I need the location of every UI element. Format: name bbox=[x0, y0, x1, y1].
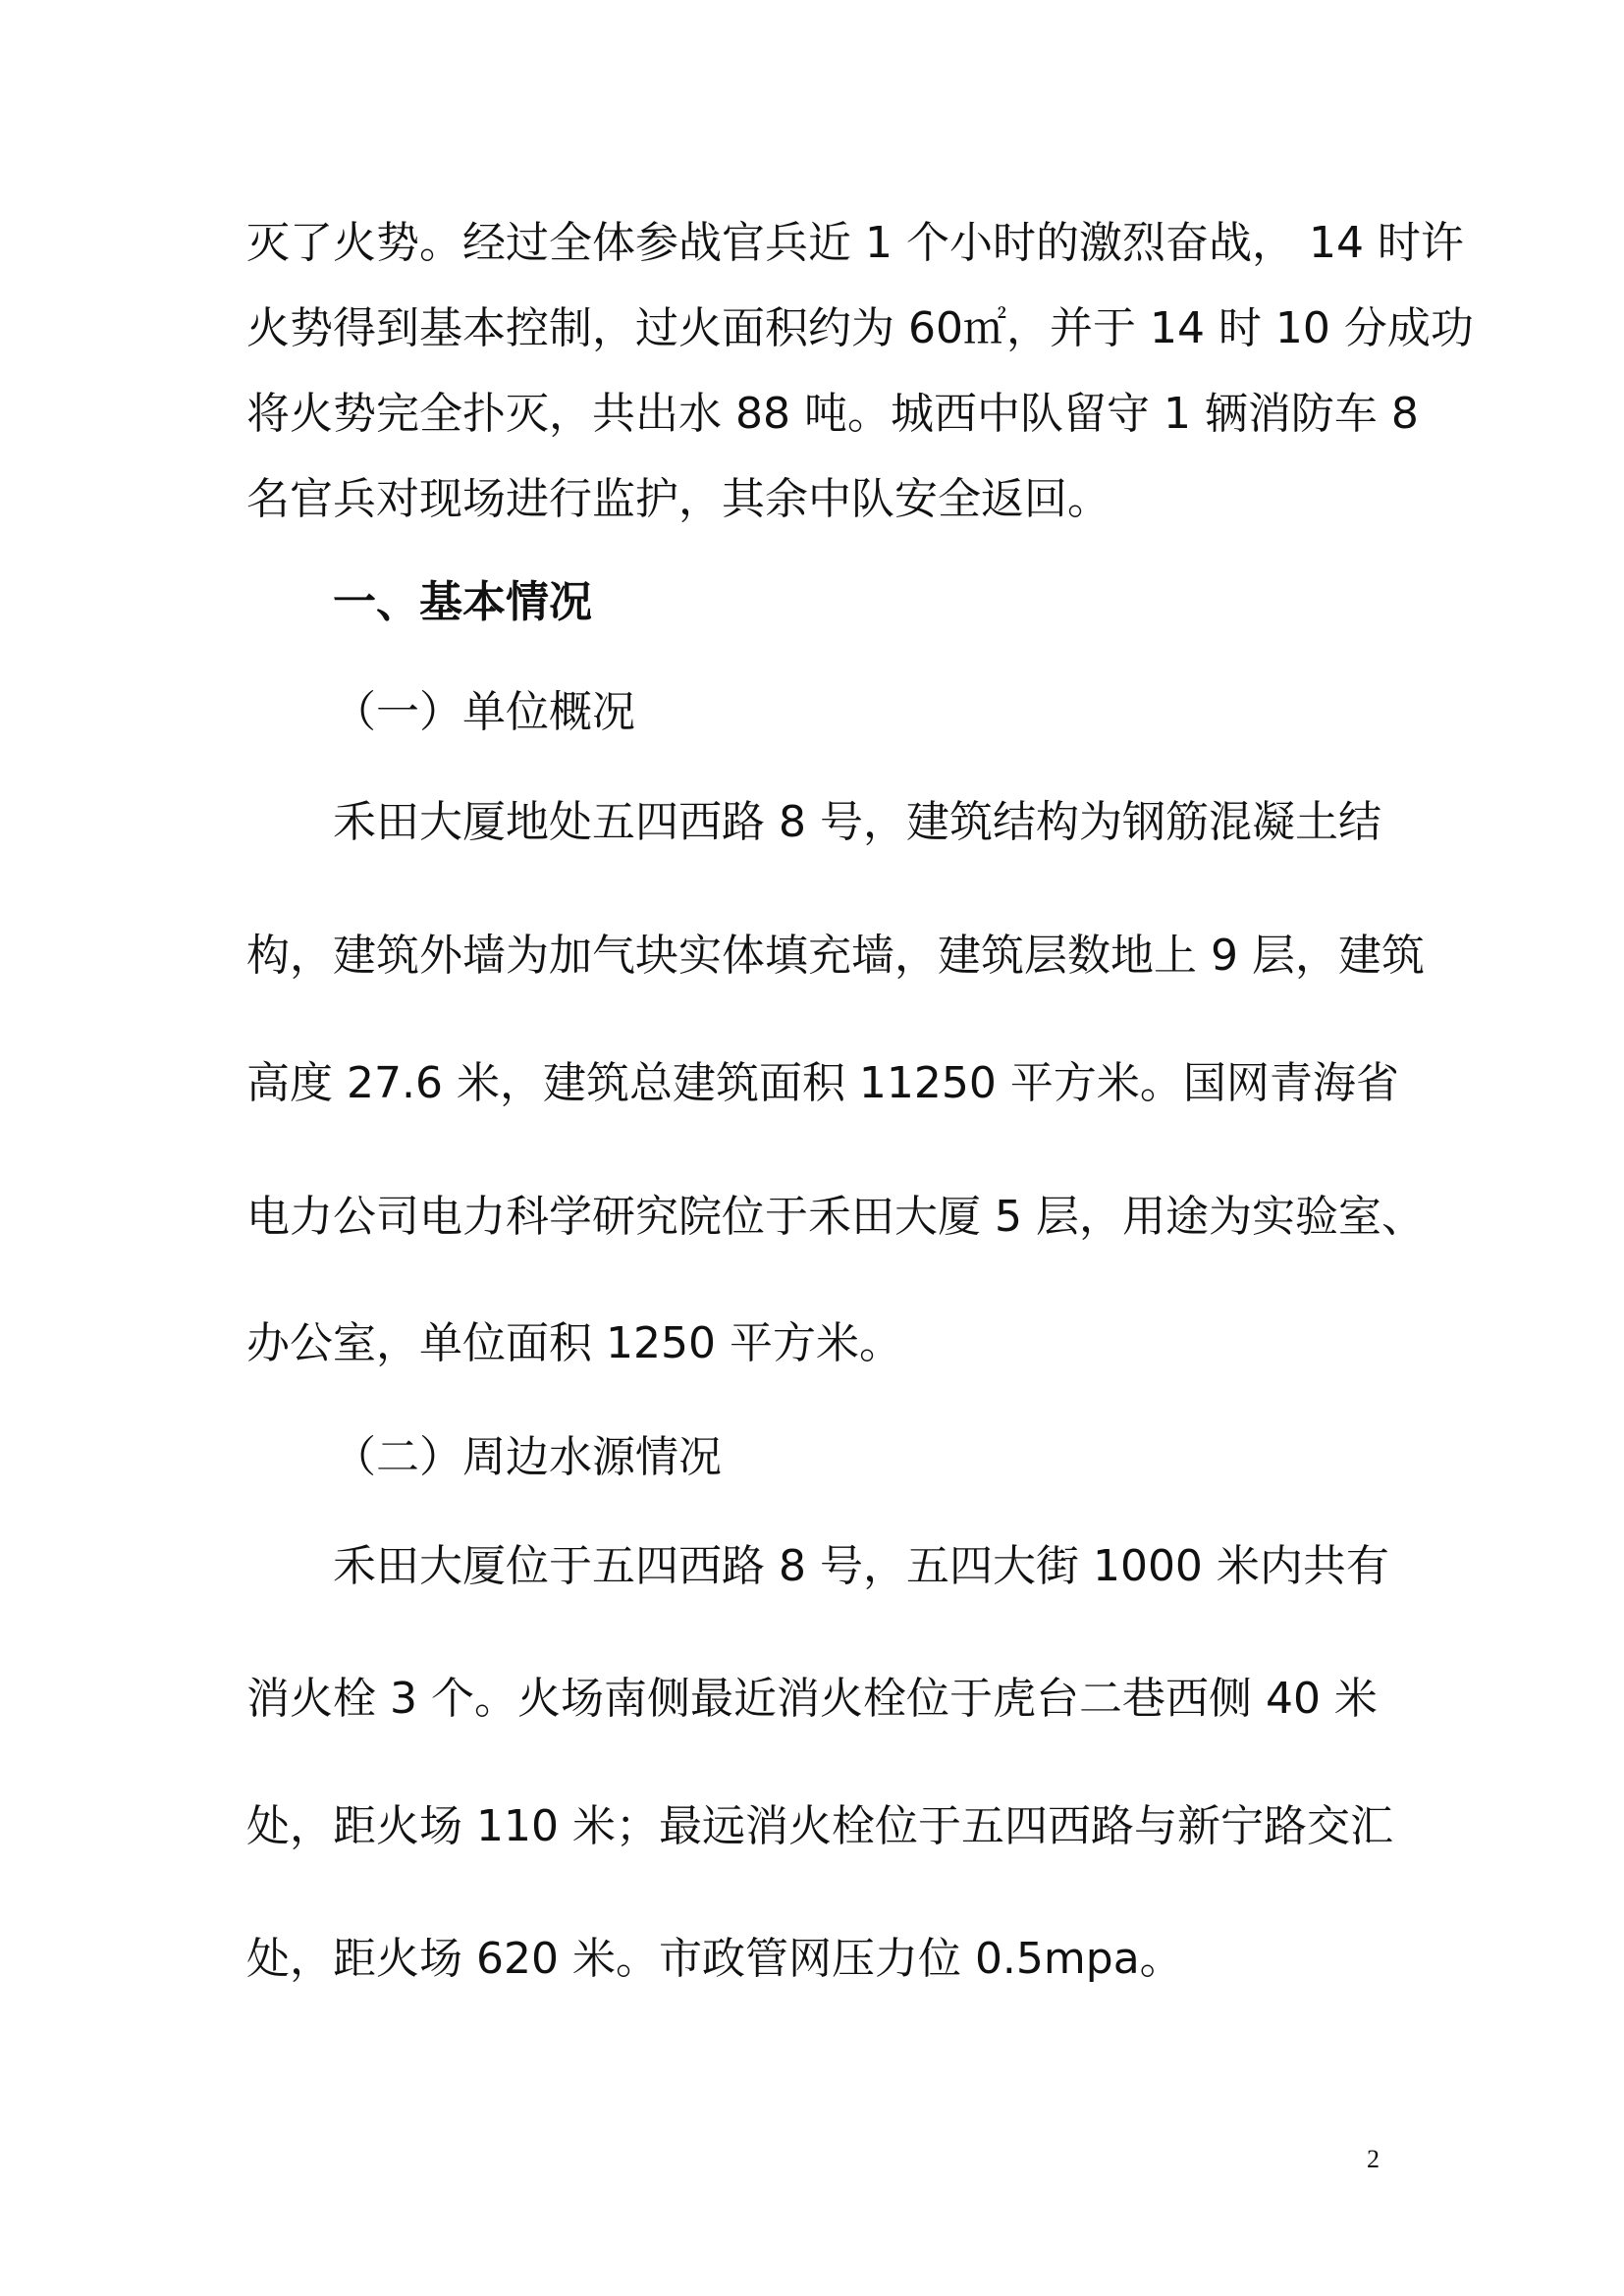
subsection-heading: （一）单位概况 bbox=[333, 687, 635, 737]
paragraph-line: 火势得到基本控制，过火面积约为 60㎡，并于 14 时 10 分成功 bbox=[246, 303, 1474, 353]
paragraph-line: 灭了火势。经过全体参战官兵近 1 个小时的激烈奋战， 14 时许 bbox=[246, 218, 1464, 268]
paragraph-line: 禾田大厦地处五四西路 8 号，建筑结构为钢筋混凝土结 bbox=[333, 797, 1381, 847]
subsection-heading: （二）周边水源情况 bbox=[333, 1432, 722, 1482]
paragraph-line: 禾田大厦位于五四西路 8 号，五四大街 1000 米内共有 bbox=[333, 1541, 1389, 1591]
paragraph-line: 高度 27.6 米，建筑总建筑面积 11250 平方米。国网青海省 bbox=[246, 1058, 1399, 1108]
paragraph-line: 消火栓 3 个。火场南侧最近消火栓位于虎台二巷西侧 40 米 bbox=[246, 1674, 1378, 1724]
page-number: 2 bbox=[1367, 2145, 1380, 2173]
paragraph-line: 名官兵对现场进行监护，其余中队安全返回。 bbox=[246, 474, 1110, 524]
section-heading: 一、基本情况 bbox=[333, 577, 592, 627]
paragraph-line: 将火势完全扑灭，共出水 88 吨。城西中队留守 1 辆消防车 8 bbox=[246, 389, 1419, 439]
paragraph-line: 处，距火场 620 米。市政管网压力位 0.5mpa。 bbox=[246, 1934, 1183, 1984]
paragraph-line: 处，距火场 110 米；最远消火栓位于五四西路与新宁路交汇 bbox=[246, 1801, 1393, 1851]
paragraph-line: 构，建筑外墙为加气块实体填充墙，建筑层数地上 9 层，建筑 bbox=[246, 931, 1425, 981]
paragraph-line: 电力公司电力科学研究院位于禾田大厦 5 层，用途为实验室、 bbox=[246, 1192, 1425, 1242]
paragraph-line: 办公室，单位面积 1250 平方米。 bbox=[246, 1318, 902, 1368]
